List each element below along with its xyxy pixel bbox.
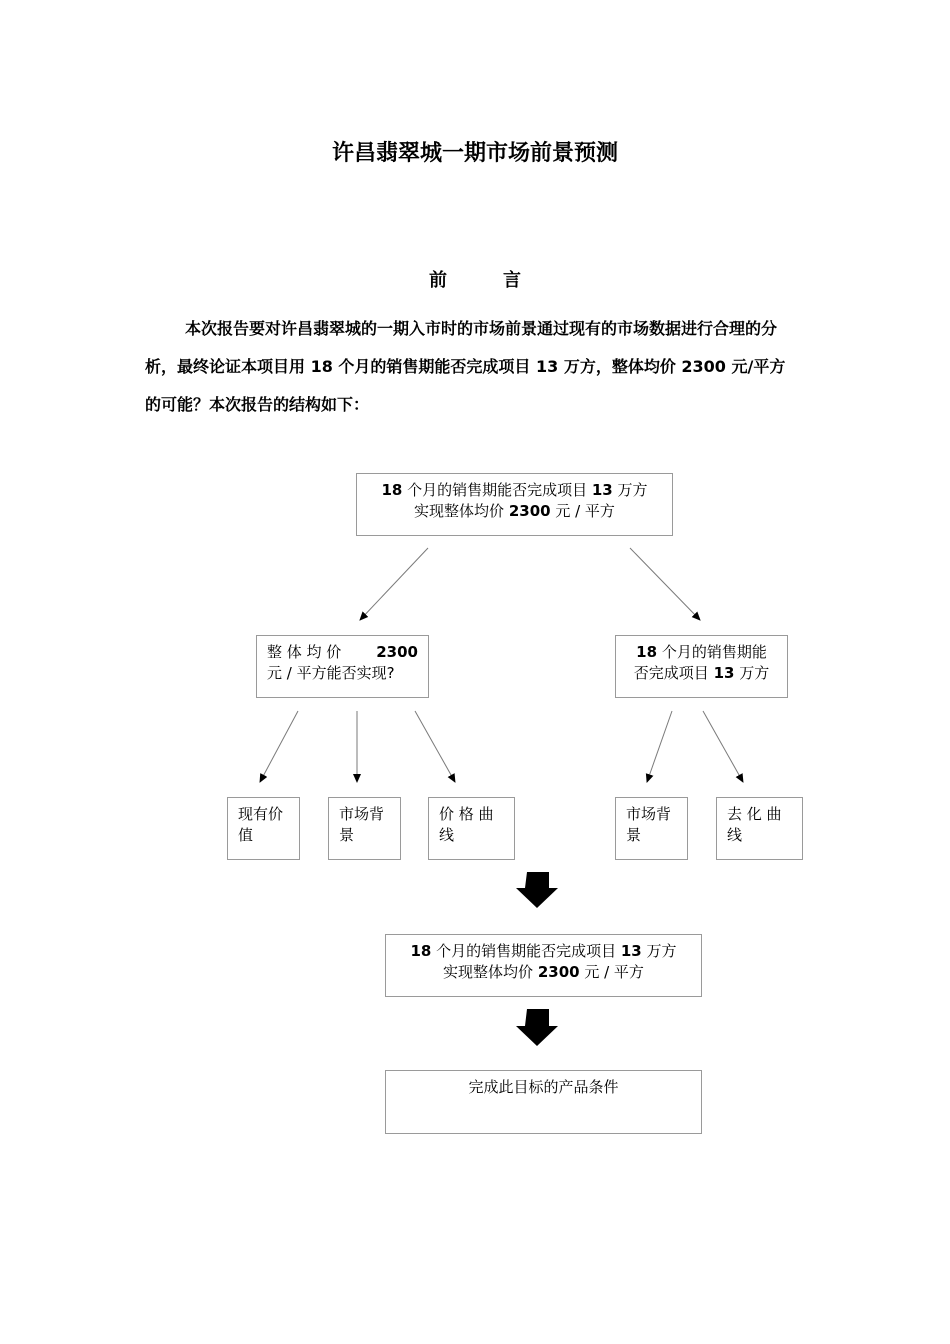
leaf-market-bg-1-l2: 景 [339,826,355,844]
connector-right-2 [703,711,743,782]
leaf-price-curve [428,797,515,860]
product-conditions-text: 完成此目标的产品条件 [468,1078,619,1096]
preface-char-2: 言 [503,270,521,291]
leaf-market-bg-1-l1: 市场背 [339,805,385,823]
intro-line-3: 的可能？本次报告的结构如下： [145,395,370,414]
connector-left-3 [415,711,455,782]
sales-period-box [615,635,788,698]
product-conditions-box [385,1070,702,1134]
summary-box [385,934,702,997]
leaf-price-curve-l2: 线 [439,826,455,844]
connector-right-1 [647,711,672,782]
down-arrow-1 [516,872,558,908]
down-arrow-2 [516,1009,558,1046]
top-box-line-1: 18 个月的销售期能否完成项目 13 万方 [381,481,648,499]
right-box-line-1: 18 个月的销售期能 [636,643,767,661]
top-box-line-2: 实现整体均价 2300 元 / 平方 [414,502,615,520]
right-box-line-2: 否完成项目 13 万方 [633,664,770,682]
leaf-current-value-l1: 现有价 [238,805,284,823]
leaf-destock-curve-l1: 去 化 曲 [727,805,782,823]
intro-line-1: 本次报告要对许昌翡翠城的一期入市时的市场前景通过现有的市场数据进行合理的分 [185,319,778,338]
leaf-destock-curve-l2: 线 [727,826,743,844]
leaf-market-background-2 [615,797,688,860]
leaf-current-value [227,797,300,860]
summary-box-line-1: 18 个月的销售期能否完成项目 13 万方 [410,942,677,960]
summary-box-line-2: 实现整体均价 2300 元 / 平方 [443,963,644,981]
leaf-destock-curve [716,797,803,860]
preface-char-1: 前 [429,270,447,291]
intro-line-2: 析，最终论证本项目用 18 个月的销售期能否完成项目 13 万方，整体均价 2300 元/平方 [145,357,786,376]
leaf-market-bg-2-l1: 市场背 [626,805,672,823]
average-price-box [256,635,429,698]
leaf-market-background-1 [328,797,401,860]
connector-top-right [630,548,700,620]
document-title: 许昌翡翠城一期市场前景预测 [331,141,618,166]
left-box-line-2: 元 / 平方能否实现? [267,664,395,682]
left-box-line-1: 整 体 均 价 2300 [267,643,418,661]
top-question-box [356,473,673,536]
leaf-market-bg-2-l2: 景 [626,826,642,844]
connector-left-1 [260,711,298,782]
leaf-current-value-l2: 值 [238,826,254,844]
leaf-price-curve-l1: 价 格 曲 [439,805,494,823]
connector-top-left [360,548,428,620]
